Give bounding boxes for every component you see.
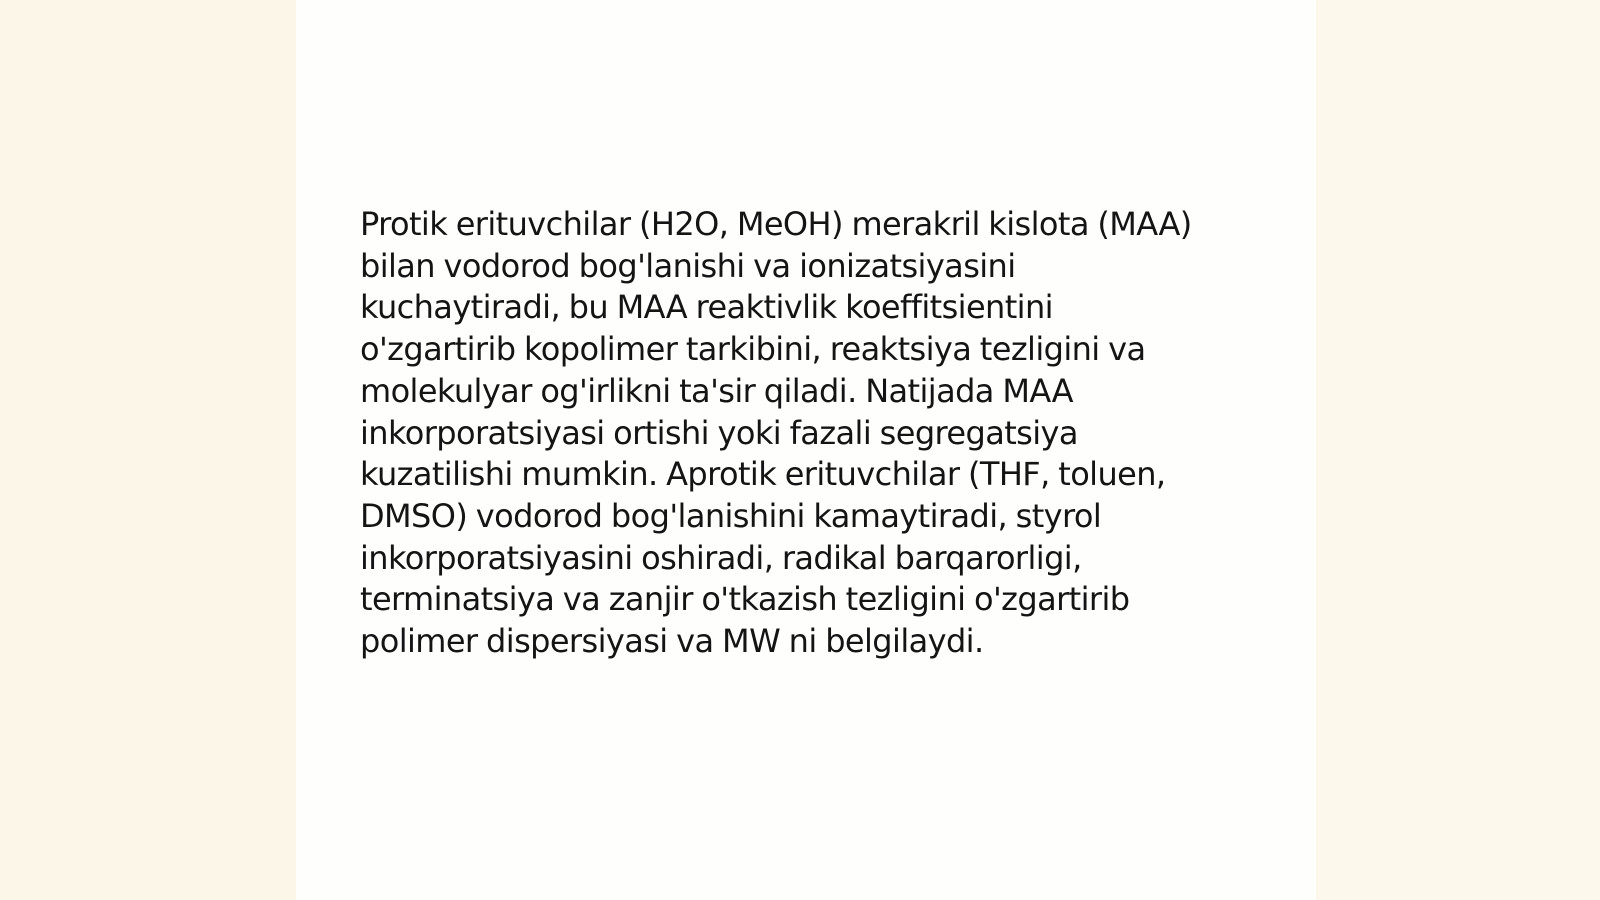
paragraph-line: molekulyar og'irlikni ta'sir qiladi. Natijada MAA xyxy=(360,371,1073,410)
paragraph-line: Protik erituvchilar (H2O, MeOH) merakril kislota (MAA) xyxy=(360,205,1192,243)
paragraph-line: bilan vodorod bog'lanishi va ionizatsiyasini xyxy=(360,246,1016,285)
document-page xyxy=(296,0,1316,900)
left-margin-background xyxy=(0,0,296,900)
paragraph-line: o'zgartirib kopolimer tarkibini, reaktsiya tezligini va xyxy=(360,330,1146,369)
right-margin-background xyxy=(1316,0,1600,900)
paragraph-line: DMSO) vodorod bog'lanishini kamaytiradi, styrol xyxy=(360,496,1102,535)
paragraph-line: inkorporatsiyasi ortishi yoki fazali segregatsiya xyxy=(360,413,1078,452)
paragraph-line: kuzatilishi mumkin. Aprotik erituvchilar (THF, toluen, xyxy=(360,455,1166,494)
paragraph-line: kuchaytiradi, bu MAA reaktivlik koeffitsientini xyxy=(360,288,1053,327)
paragraph-line: inkorporatsiyasini oshiradi, radikal barqarorligi, xyxy=(360,538,1082,577)
paragraph-line: polimer dispersiyasi va MW ni belgilaydi. xyxy=(360,622,984,661)
body-paragraph xyxy=(360,204,1260,663)
paragraph-line: terminatsiya va zanjir o'tkazish tezligini o'zgartirib xyxy=(360,580,1130,619)
